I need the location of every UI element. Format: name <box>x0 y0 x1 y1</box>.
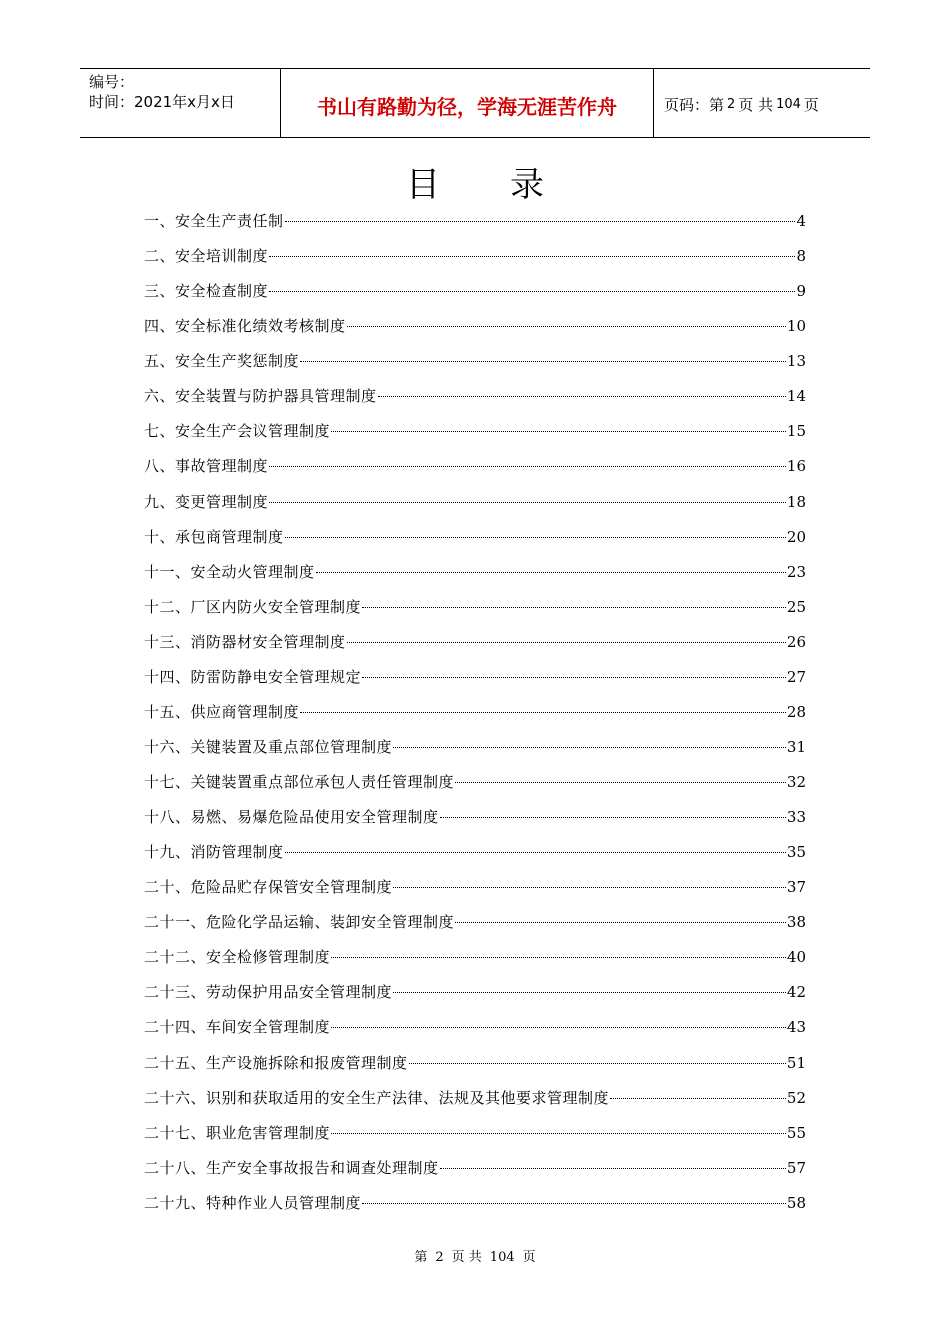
toc-entry[interactable] <box>144 800 806 835</box>
toc-leader-dots <box>393 992 786 993</box>
toc-leader-dots <box>285 221 796 222</box>
toc-entry-label: 十三、消防器材安全管理制度 <box>144 632 346 651</box>
toc-leader-dots <box>269 466 786 467</box>
toc-entry-page: 8 <box>796 247 806 266</box>
header-page-prefix: 页码：第 <box>664 95 725 114</box>
toc-entry-label: 七、安全生产会议管理制度 <box>144 422 331 441</box>
toc-entry-page: 14 <box>786 387 806 406</box>
toc-entry-page: 35 <box>786 843 806 862</box>
toc-entry-page: 28 <box>786 702 806 721</box>
toc-entry-label: 十八、易燃、易爆危险品使用安全管理制度 <box>144 808 439 827</box>
toc-leader-dots <box>331 1027 786 1028</box>
toc-leader-dots <box>331 957 786 958</box>
toc-entry-label: 二十九、特种作业人员管理制度 <box>144 1193 362 1212</box>
toc-entry-label: 十、承包商管理制度 <box>144 527 284 546</box>
footer-page-total: 104 <box>489 1250 515 1265</box>
toc-entry[interactable] <box>144 555 806 590</box>
toc-entry[interactable] <box>144 1186 806 1221</box>
toc-entry[interactable] <box>144 660 806 695</box>
toc-entry-page: 27 <box>786 667 806 686</box>
toc-entry-page: 9 <box>796 282 806 301</box>
toc-leader-dots <box>285 537 786 538</box>
toc-entry-page: 15 <box>786 422 806 441</box>
toc-entry-page: 37 <box>786 878 806 897</box>
toc-leader-dots <box>269 291 795 292</box>
toc-entry-page: 51 <box>786 1053 806 1072</box>
header-page-total: 104 <box>776 96 801 112</box>
toc-entry-label: 十九、消防管理制度 <box>144 843 284 862</box>
toc-entry-page: 38 <box>786 913 806 932</box>
header-page-indicator <box>654 69 870 137</box>
toc-entry-label: 二、安全培训制度 <box>144 247 269 266</box>
toc-entry-label: 二十一、危险化学品运输、装卸安全管理制度 <box>144 913 455 932</box>
toc-leader-dots <box>300 712 786 713</box>
toc-entry-label: 一、安全生产责任制 <box>144 212 284 230</box>
toc-leader-dots <box>393 887 786 888</box>
toc-entry-label: 十七、关键装置重点部位承包人责任管理制度 <box>144 773 455 791</box>
toc-entry[interactable] <box>144 625 806 660</box>
toc-entry-page: 55 <box>786 1123 806 1142</box>
toc-entry[interactable] <box>144 870 806 905</box>
toc-leader-dots <box>347 326 786 327</box>
toc-entry-page: 4 <box>796 212 806 230</box>
toc-entry-page: 52 <box>786 1088 806 1107</box>
toc-entry-page: 13 <box>786 352 806 371</box>
toc-entry-label: 二十、危险品贮存保管安全管理制度 <box>144 878 393 897</box>
toc-entry-page: 42 <box>786 983 806 1002</box>
toc-leader-dots <box>269 502 786 503</box>
toc-entry[interactable] <box>144 485 806 520</box>
toc-entry[interactable] <box>144 274 806 309</box>
toc-entry-label: 二十四、车间安全管理制度 <box>144 1018 331 1037</box>
header-page-mid: 页 共 <box>738 95 774 114</box>
toc-entry-label: 二十二、安全检修管理制度 <box>144 948 331 967</box>
toc-leader-dots <box>440 817 786 818</box>
header-motto: 书山有路勤为径，学海无涯苦作舟 <box>281 69 654 137</box>
toc-entry[interactable] <box>144 309 806 344</box>
toc-entry[interactable] <box>144 379 806 414</box>
toc-entry-label: 二十三、劳动保护用品安全管理制度 <box>144 983 393 1002</box>
toc-leader-dots <box>300 361 786 362</box>
footer-page-number: 2 <box>435 1250 444 1265</box>
header-page-number: 2 <box>727 96 736 112</box>
toc-entry-page: 26 <box>786 632 806 651</box>
toc-leader-dots <box>285 852 786 853</box>
page-footer <box>0 1246 950 1265</box>
toc-entry[interactable] <box>144 940 806 975</box>
toc-entry[interactable] <box>144 344 806 379</box>
toc-leader-dots <box>455 922 786 923</box>
document-number-label: 编号： <box>89 73 135 91</box>
toc-leader-dots <box>331 1133 786 1134</box>
toc-leader-dots <box>362 1203 786 1204</box>
toc-leader-dots <box>393 747 786 748</box>
toc-entry[interactable] <box>144 835 806 870</box>
toc-entry[interactable] <box>144 414 806 449</box>
toc-leader-dots <box>455 782 786 783</box>
toc-entry[interactable] <box>144 520 806 555</box>
toc-leader-dots <box>440 1168 786 1169</box>
toc-entry[interactable] <box>144 1010 806 1045</box>
toc-entry-label: 十二、厂区内防火安全管理制度 <box>144 597 362 616</box>
toc-entry-page: 23 <box>786 562 806 581</box>
toc-entry[interactable] <box>144 590 806 625</box>
toc-entry-page: 33 <box>786 808 806 827</box>
toc-entry[interactable] <box>144 1046 806 1081</box>
toc-entry-page: 43 <box>786 1018 806 1037</box>
toc-entry[interactable] <box>144 730 806 765</box>
toc-entry[interactable] <box>144 1151 806 1186</box>
toc-entry[interactable] <box>144 1081 806 1116</box>
toc-entry-page: 57 <box>786 1158 806 1177</box>
toc-entry-label: 三、安全检查制度 <box>144 282 269 301</box>
document-header <box>80 68 870 138</box>
toc-entry-label: 六、安全装置与防护器具管理制度 <box>144 387 377 406</box>
toc-leader-dots <box>269 256 795 257</box>
toc-leader-dots <box>362 677 786 678</box>
toc-entry-label: 五、安全生产奖惩制度 <box>144 352 300 371</box>
footer-suffix: 页 <box>522 1250 536 1265</box>
toc-entry-label: 二十七、职业危害管理制度 <box>144 1123 331 1142</box>
toc-leader-dots <box>378 396 786 397</box>
toc-leader-dots <box>409 1063 786 1064</box>
toc-entry-page: 18 <box>786 492 806 511</box>
toc-leader-dots <box>316 572 786 573</box>
toc-entry-label: 十一、安全动火管理制度 <box>144 562 315 581</box>
toc-entry-page: 40 <box>786 948 806 967</box>
footer-mid: 页 共 <box>451 1250 482 1265</box>
toc-entry-label: 八、事故管理制度 <box>144 457 269 476</box>
toc-leader-dots <box>610 1098 786 1099</box>
toc-entry-page: 10 <box>786 317 806 336</box>
toc-entry[interactable] <box>144 239 806 274</box>
toc-entry-label: 十四、防雷防静电安全管理规定 <box>144 667 362 686</box>
document-time-label: 时间：2021年x月x日 <box>89 93 235 111</box>
toc-entry-page: 31 <box>786 737 806 756</box>
toc-entry[interactable] <box>144 695 806 730</box>
toc-title: 目录 <box>406 165 614 205</box>
toc-entry[interactable] <box>144 449 806 484</box>
toc-entry-label: 四、安全标准化绩效考核制度 <box>144 317 346 336</box>
toc-entry-page: 32 <box>786 773 806 791</box>
toc-entry[interactable] <box>144 765 806 800</box>
toc-entry-label: 二十六、识别和获取适用的安全生产法律、法规及其他要求管理制度 <box>144 1088 610 1107</box>
header-meta-cell <box>80 69 281 137</box>
toc-entry-label: 九、变更管理制度 <box>144 492 269 511</box>
toc-entry-page: 58 <box>786 1193 806 1212</box>
toc-entry-label: 二十八、生产安全事故报告和调查处理制度 <box>144 1158 439 1177</box>
footer-prefix: 第 <box>414 1250 428 1265</box>
toc-leader-dots <box>362 607 786 608</box>
toc-entry[interactable] <box>144 204 806 239</box>
toc-entry-label: 十五、供应商管理制度 <box>144 702 300 721</box>
toc-leader-dots <box>347 642 786 643</box>
header-page-suffix: 页 <box>803 95 819 114</box>
toc-entry-page: 20 <box>786 527 806 546</box>
toc-entry[interactable] <box>144 905 806 940</box>
table-of-contents <box>144 204 806 1221</box>
toc-entry[interactable] <box>144 1116 806 1151</box>
toc-leader-dots <box>331 431 786 432</box>
toc-entry-page: 25 <box>786 597 806 616</box>
toc-entry[interactable] <box>144 975 806 1010</box>
toc-entry-label: 二十五、生产设施拆除和报废管理制度 <box>144 1053 408 1072</box>
toc-entry-label: 十六、关键装置及重点部位管理制度 <box>144 737 393 756</box>
toc-entry-page: 16 <box>786 457 806 476</box>
